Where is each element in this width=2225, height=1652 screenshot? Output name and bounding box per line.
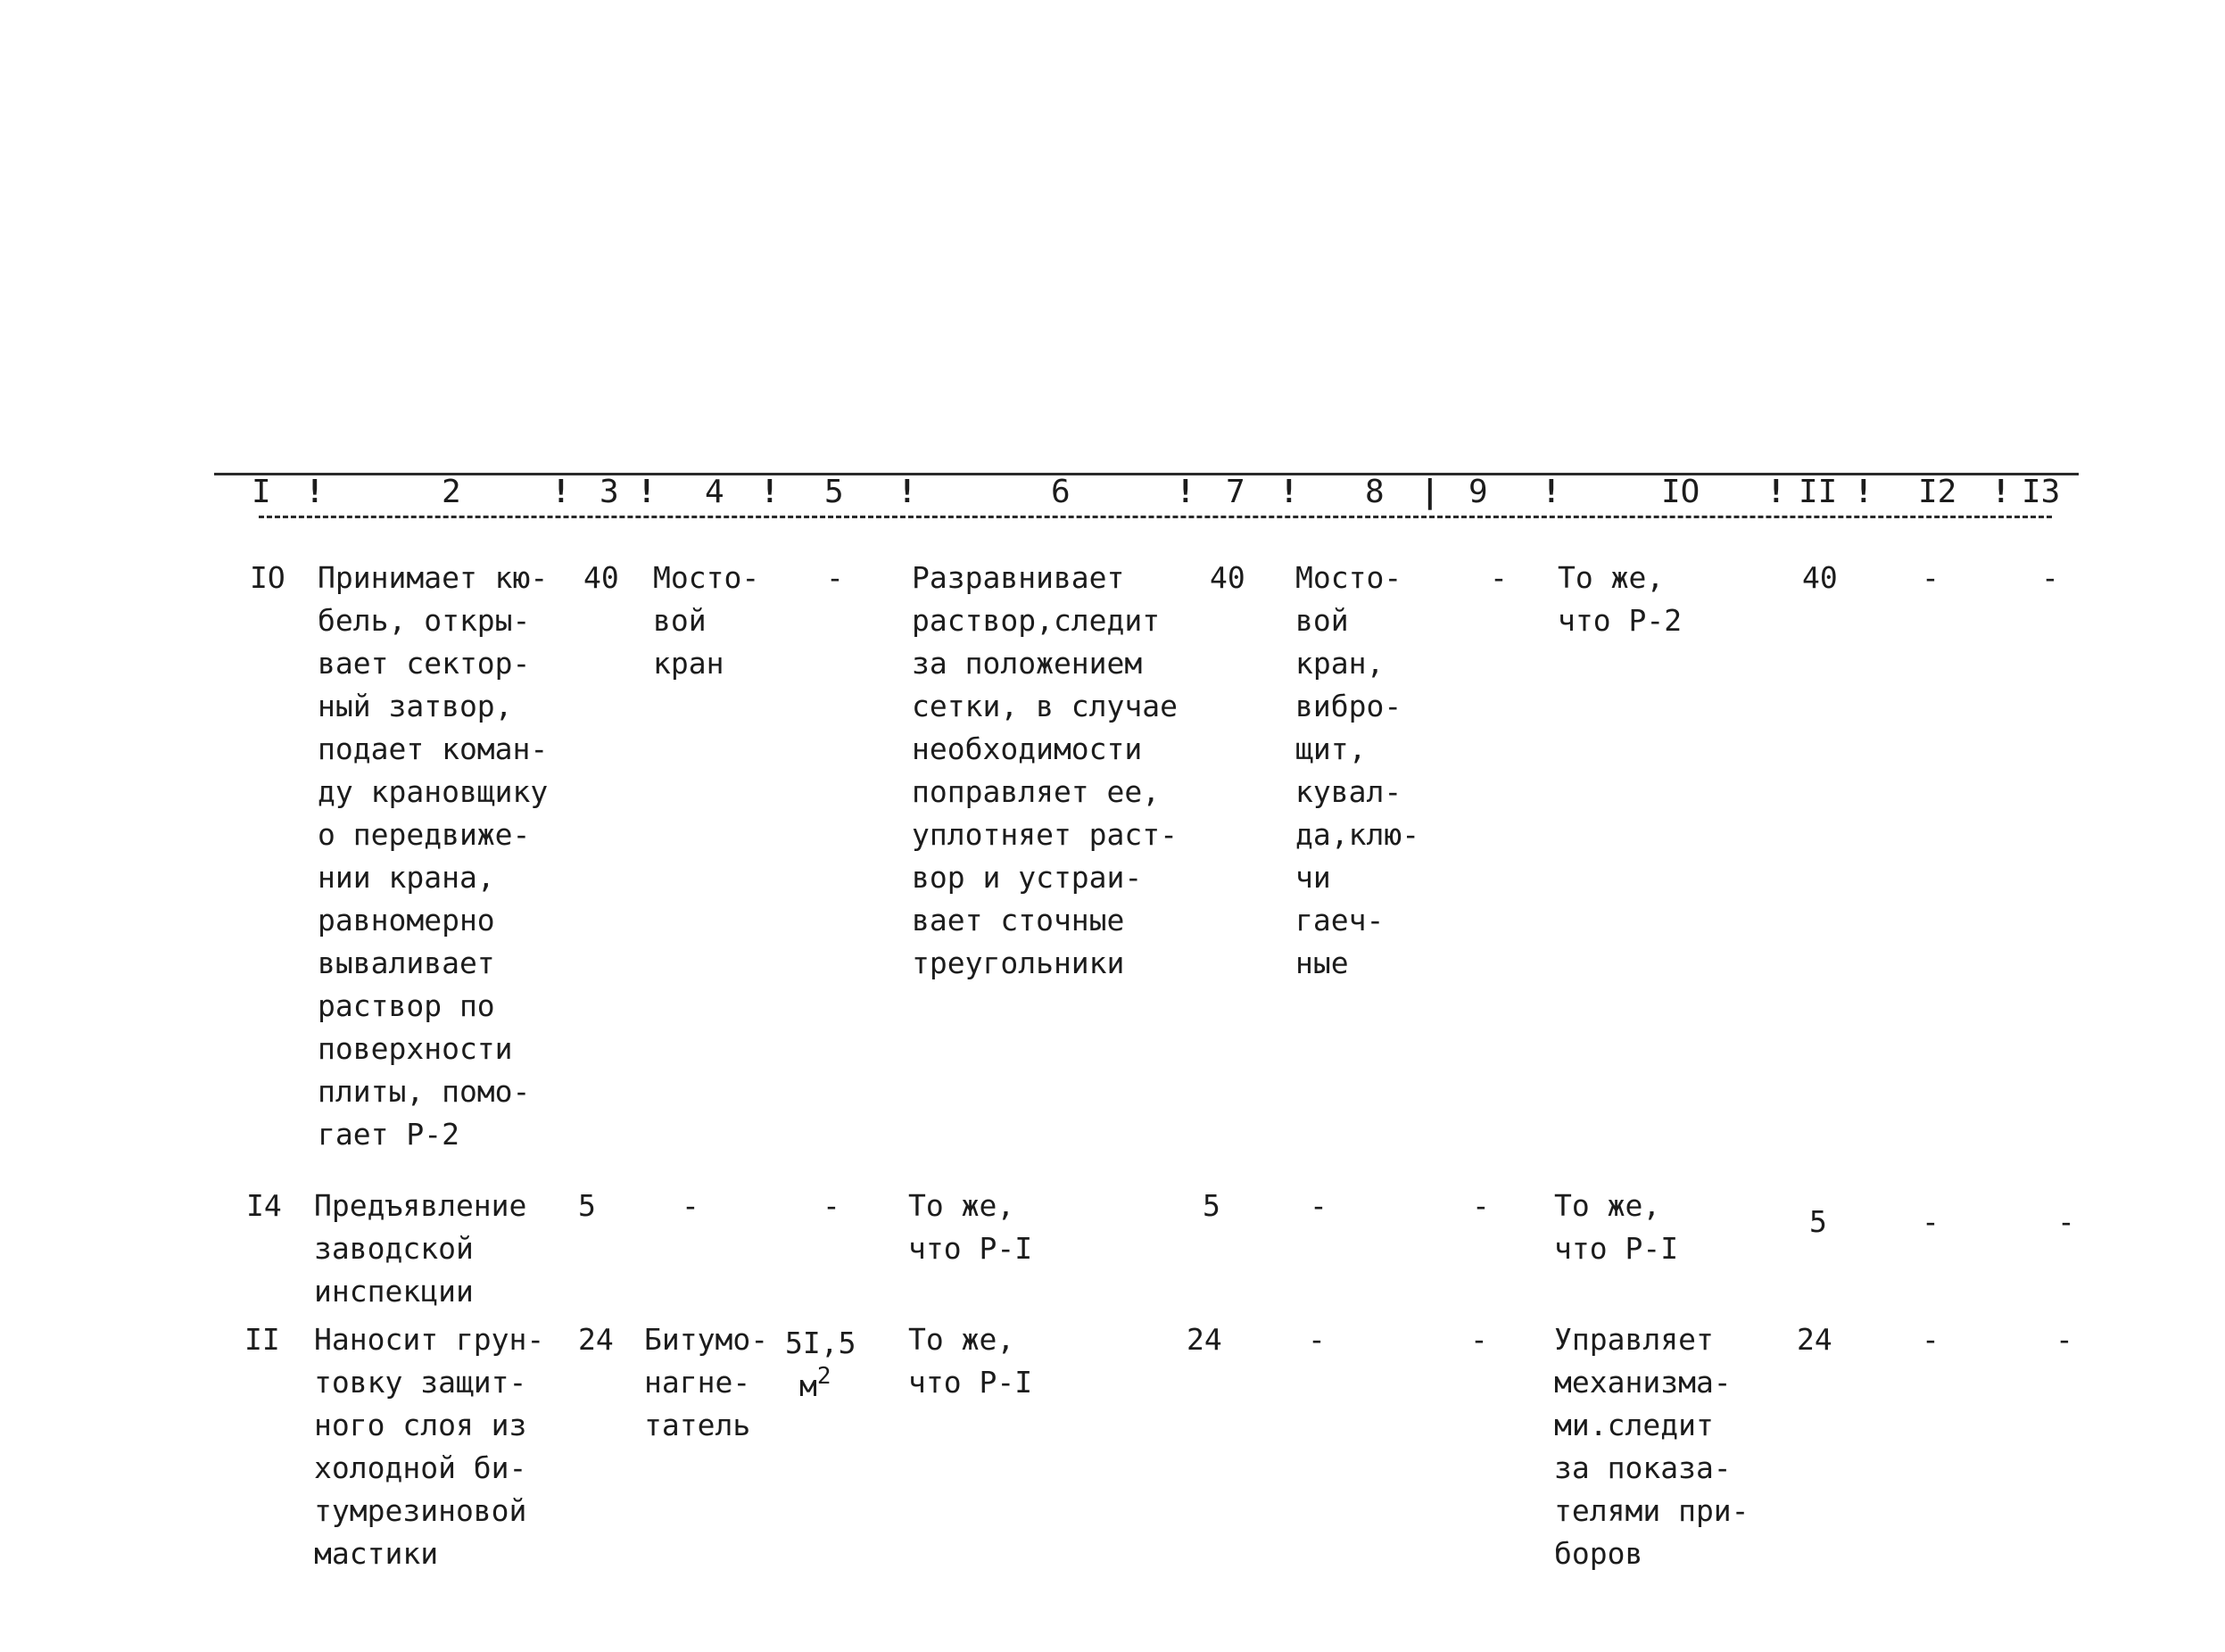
row-2-col-2: Предъявление заводской инспекции [314, 1188, 527, 1309]
header-col-8: 8 [1365, 474, 1385, 510]
row-2-col-6: То же, что Р-I [908, 1188, 1033, 1266]
header-separator: ! [897, 474, 917, 510]
row-2-col-9: - [1472, 1188, 1490, 1223]
row-3-col-8: - [1308, 1322, 1326, 1357]
row-1-col-9: - [1490, 560, 1508, 595]
header-separator: ! [1991, 474, 2011, 510]
row-1-col-10: То же, что Р-2 [1558, 560, 1683, 638]
row-3-col-5-value: 5I,5 [785, 1326, 856, 1360]
header-separator-bar: | [1420, 474, 1440, 510]
row-3-col-7: 24 [1187, 1322, 1222, 1357]
row-1-col-1: IO [250, 560, 285, 595]
header-separator: ! [1766, 474, 1786, 510]
row-3-col-4: Битумо- нагне- татель [644, 1322, 769, 1442]
row-3-col-3: 24 [578, 1322, 614, 1357]
header-separator: ! [1279, 474, 1299, 510]
header-col-6: 6 [1051, 474, 1071, 510]
row-2-col-4: - [682, 1188, 699, 1223]
row-1-col-13: - [2041, 560, 2059, 595]
row-1-col-2: Принимает кю- бель, откры- вает сектор- ный затвор, подает коман- ду крановщику о передвиже- нии крана, равномерно вываливает раствор по поверхности плиты, помо- гает Р-2 [318, 560, 549, 1152]
header-col-5: 5 [824, 474, 844, 510]
header-separator: ! [305, 474, 325, 510]
header-col-11: II [1799, 474, 1838, 510]
header-col-10: IO [1661, 474, 1700, 510]
row-2-col-7: 5 [1203, 1188, 1220, 1223]
row-2-col-5: - [823, 1188, 840, 1223]
row-2-col-13: - [2057, 1204, 2075, 1239]
header-separator: ! [1854, 474, 1873, 510]
header-separator: ! [551, 474, 571, 510]
row-3-col-11: 24 [1797, 1322, 1832, 1357]
header-bottom-rule [259, 516, 2052, 518]
row-1-col-4: Мосто- вой кран [653, 560, 760, 681]
unit-text: м [799, 1368, 817, 1403]
row-3-col-1: II [244, 1322, 280, 1357]
row-2-col-8: - [1310, 1188, 1328, 1223]
header-col-12: I2 [1918, 474, 1957, 510]
row-2-col-1: I4 [246, 1188, 282, 1223]
row-1-col-12: - [1922, 560, 1940, 595]
header-separator: ! [760, 474, 780, 510]
header-col-13: I3 [2022, 474, 2061, 510]
row-3-col-9: - [1470, 1322, 1488, 1357]
row-1-col-6: Разравнивает раствор,следит за положением сетки, в случае необходимости поправляет ее, уплотняет раст- вор и устраи- вает сточные треугольники [912, 560, 1179, 980]
row-2-col-12: - [1922, 1204, 1940, 1239]
row-1-col-7: 40 [1210, 560, 1245, 595]
row-2-col-10: То же, что Р-I [1554, 1188, 1679, 1266]
unit-exponent: 2 [816, 1363, 831, 1390]
row-1-col-5: - [826, 560, 844, 595]
header-col-9: 9 [1468, 474, 1488, 510]
header-col-1: I [252, 474, 271, 510]
header-separator: ! [1176, 474, 1195, 510]
row-3-col-10: Управляет механизма- ми.следит за показа- телями при- боров [1554, 1322, 1749, 1571]
row-3-col-12: - [1922, 1322, 1940, 1357]
row-2-col-3: 5 [578, 1188, 596, 1223]
header-col-2: 2 [442, 474, 461, 510]
row-1-col-11: 40 [1802, 560, 1838, 595]
row-1-col-3: 40 [583, 560, 619, 595]
header-col-3: 3 [600, 474, 619, 510]
row-3-col-5-unit [799, 1365, 831, 1410]
header-col-4: 4 [705, 474, 724, 510]
row-1-col-8: Мосто- вой кран, вибро- щит, кувал- да,клю- чи гаеч- ные [1295, 560, 1420, 980]
header-col-7: 7 [1226, 474, 1245, 510]
row-3-col-13: - [2055, 1322, 2073, 1357]
row-3-col-6: То же, что Р-I [908, 1322, 1033, 1400]
header-separator: ! [637, 474, 657, 510]
row-3-col-2: Наносит грун- товку защит- ного слоя из холодной би- тумрезиновой мастики [314, 1322, 545, 1571]
header-separator: ! [1542, 474, 1561, 510]
row-2-col-11: 5 [1809, 1204, 1827, 1239]
